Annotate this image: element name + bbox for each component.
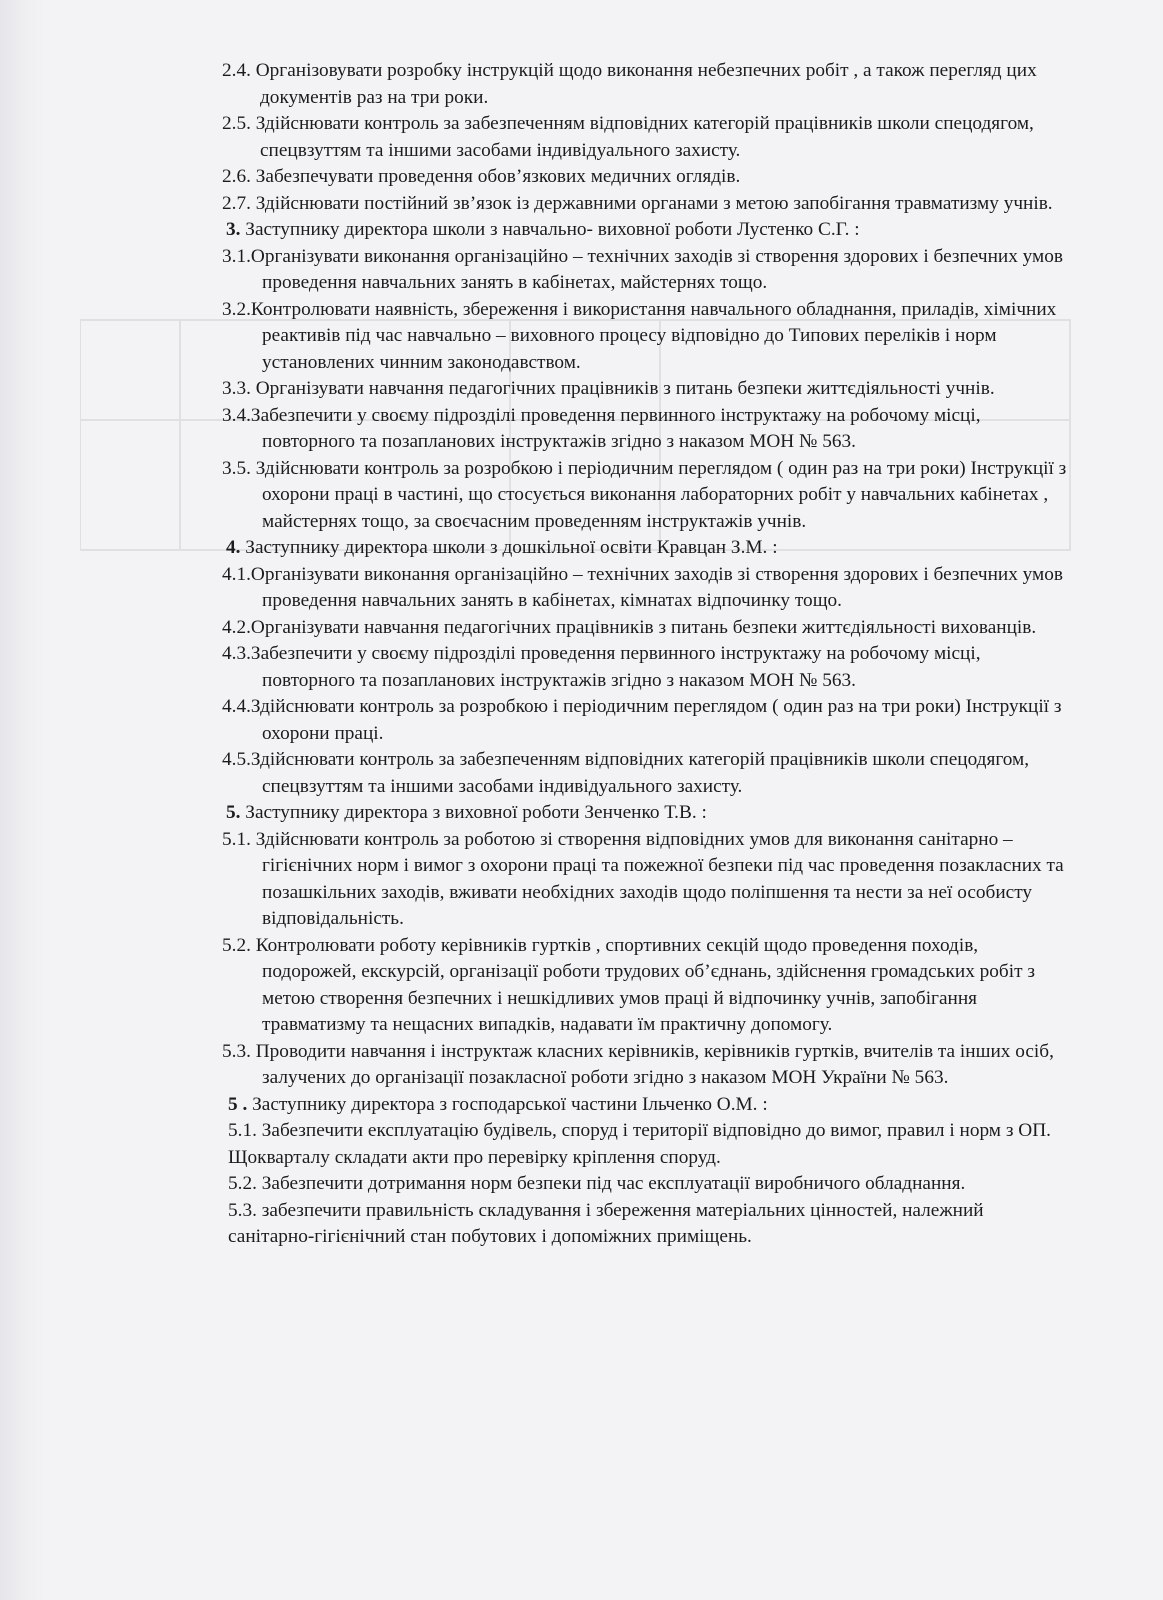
clause-number: 3.3. [222, 378, 251, 399]
clause-text: Контролювати наявність, збереження і використання навчального обладнання, приладів, хімічних реактивів під час навчально – виховного процесу відповідно до Типових переліків і норм установлених чинним законодавством. [250, 298, 1057, 373]
clause-number: 4.3. [222, 643, 251, 664]
clause-text: Організувати навчання педагогічних працівників з питань безпеки життєдіяльності вихованців. [250, 616, 1037, 638]
clause-number: 3.1. [222, 245, 251, 267]
section-4-heading [0, 535, 1066, 562]
clause-text: забезпечити правильність складування і збереження матеріальних цінностей, належний санітарно-гігієнічний стан побутових і допоміжних приміщень. [228, 1199, 984, 1247]
clause-text: Забезпечувати проведення обов’язкових медичних оглядів. [250, 166, 741, 187]
clause-number: 2.6. [222, 166, 251, 187]
clause-number: 4.1. [222, 563, 251, 585]
clause-text: Організувати виконання організаційно – технічних заходів зі створення здорових і безпечних умов проведення навчальних занять в кабінетах, майстернях тощо. [250, 245, 1064, 293]
clause-number: 2.4. [222, 60, 251, 81]
clause-text: Організувати навчання педагогічних працівників з питань безпеки життєдіяльності учнів. [250, 378, 995, 399]
section-5-economic-heading [0, 1092, 1068, 1119]
clause-3-4 [0, 403, 1072, 456]
clause-number: 2.5. [222, 113, 251, 134]
clause-text: Забезпечити дотримання норм безпеки під час експлуатації виробничого обладнання. [256, 1173, 966, 1194]
clause-3-5 [0, 456, 1072, 536]
section-text: Заступнику директора з господарської частини Ільченко О.М. : [247, 1093, 768, 1115]
clause-text: Здійснювати контроль за забезпеченням відповідних категорій працівників школи спецодягом, спецвзуттям та іншими засобами індивідуального захисту. [250, 113, 1034, 161]
section-text: Заступнику директора школи з дошкільної освіти Кравцан З.М. : [240, 537, 778, 558]
clause-4-5 [0, 747, 1072, 800]
clause-2-6 [0, 164, 1070, 191]
clause-2-4 [0, 58, 1070, 111]
clause-text: Здійснювати контроль за роботою зі створення відповідних умов для виконання санітарно – гігієнічних норм і вимог з охорони праці та пожежної безпеки під час проведення позакласних та позашкільних заходів, вживати необхідних заходів щодо поліпшення та нести за неї особисту відповідальність. [250, 828, 1064, 929]
clause-text: Організовувати розробку інструкцій щодо виконання небезпечних робіт , а також перегляд цих документів раз на три роки. [250, 60, 1037, 108]
clause-4-2 [0, 615, 1072, 642]
clause-number: 5.2. [222, 934, 251, 956]
clause-5-3-economic [0, 1198, 1068, 1251]
clause-number: 5.2. [228, 1173, 257, 1194]
clause-text: Здійснювати контроль за розробкою і періодичним переглядом ( один раз на три роки) Інструкції з охорони праці в частині, що стосується виконання лабораторних робіт у навчальних кабінетах , майстернях тощо, за своєчасним проведенням інструктажів учнів. [250, 457, 1067, 532]
section-5-heading [0, 800, 1066, 827]
clause-text: Контролювати роботу керівників гуртків , спортивних секцій щодо проведення походів, подорожей, екскурсій, організації роботи трудових об’єднань, здійснення громадських робіт з метою створення безпечних і нешкідливих умов праці й відпочинку учнів, запобігання травматизму та нещасних випадків, надавати їм практичну допомогу. [250, 934, 1035, 1035]
section-number: 5 . [228, 1093, 248, 1115]
section-number: 4. [226, 537, 241, 558]
document-body [0, 58, 1163, 1251]
section-text: Заступнику директора школи з навчально- виховної роботи Лустенко С.Г. : [240, 219, 860, 240]
clause-3-2 [0, 297, 1072, 377]
clause-number: 5.3. [228, 1199, 257, 1221]
clause-5-1 [0, 827, 1072, 933]
clause-4-4 [0, 694, 1072, 747]
clause-text: Забезпечити експлуатацію будівель, споруд і території відповідно до вимог, правил і норм з ОП. Щокварталу складати акти про перевірку кріплення споруд. [228, 1120, 1051, 1168]
clause-number: 4.4. [222, 696, 251, 717]
clause-text: Забезпечити у своєму підрозділі проведення первинного інструктажу на робочому місці, повторного та позапланових інструктажів згідно з наказом МОН № 563. [250, 643, 981, 691]
clause-text: Проводити навчання і інструктаж класних керівників, керівників гуртків, вчителів та інших осіб, залучених до організації позакласної роботи згідно з наказом МОН України № 563. [250, 1040, 1054, 1088]
clause-number: 5.1. [222, 828, 251, 850]
clause-5-2 [0, 933, 1072, 1039]
section-number: 5. [226, 802, 241, 823]
clause-3-3 [0, 376, 1072, 403]
clause-text: Організувати виконання організаційно – технічних заходів зі створення здорових і безпечних умов проведення навчальних занять в кабінетах, кімнатах відпочинку тощо. [250, 563, 1064, 611]
clause-number: 3.5. [222, 457, 251, 479]
clause-number: 5.1. [228, 1120, 257, 1141]
clause-5-2-economic [0, 1171, 1068, 1198]
section-number: 3. [226, 219, 241, 240]
clause-text: Забезпечити у своєму підрозділі проведення первинного інструктажу на робочому місці, повторного та позапланових інструктажів згідно з наказом МОН № 563. [250, 404, 981, 452]
clause-4-1 [0, 562, 1072, 615]
clause-2-7 [0, 191, 1070, 218]
section-text: Заступнику директора з виховної роботи Зенченко Т.В. : [240, 802, 707, 823]
clause-5-1-economic [0, 1118, 1068, 1171]
section-3-heading [0, 217, 1066, 244]
clause-5-3 [0, 1039, 1072, 1092]
clause-4-3 [0, 641, 1072, 694]
clause-number: 3.4. [222, 404, 251, 426]
clause-text: Здійснювати контроль за забезпеченням відповідних категорій працівників школи спецодягом, спецвзуттям та іншими засобами індивідуального захисту. [250, 749, 1030, 797]
clause-3-1 [0, 244, 1072, 297]
clause-number: 2.7. [222, 192, 251, 214]
clause-number: 3.2. [222, 298, 251, 320]
clause-text: Здійснювати контроль за розробкою і періодичним переглядом ( один раз на три роки) Інструкції з охорони праці. [250, 696, 1062, 744]
clause-text: Здійснювати постійний зв’язок із державними органами з метою запобігання травматизму учнів. [250, 192, 1053, 214]
clause-number: 4.5. [222, 749, 251, 770]
clause-number: 4.2. [222, 616, 251, 638]
clause-number: 5.3. [222, 1040, 251, 1062]
clause-2-5 [0, 111, 1070, 164]
